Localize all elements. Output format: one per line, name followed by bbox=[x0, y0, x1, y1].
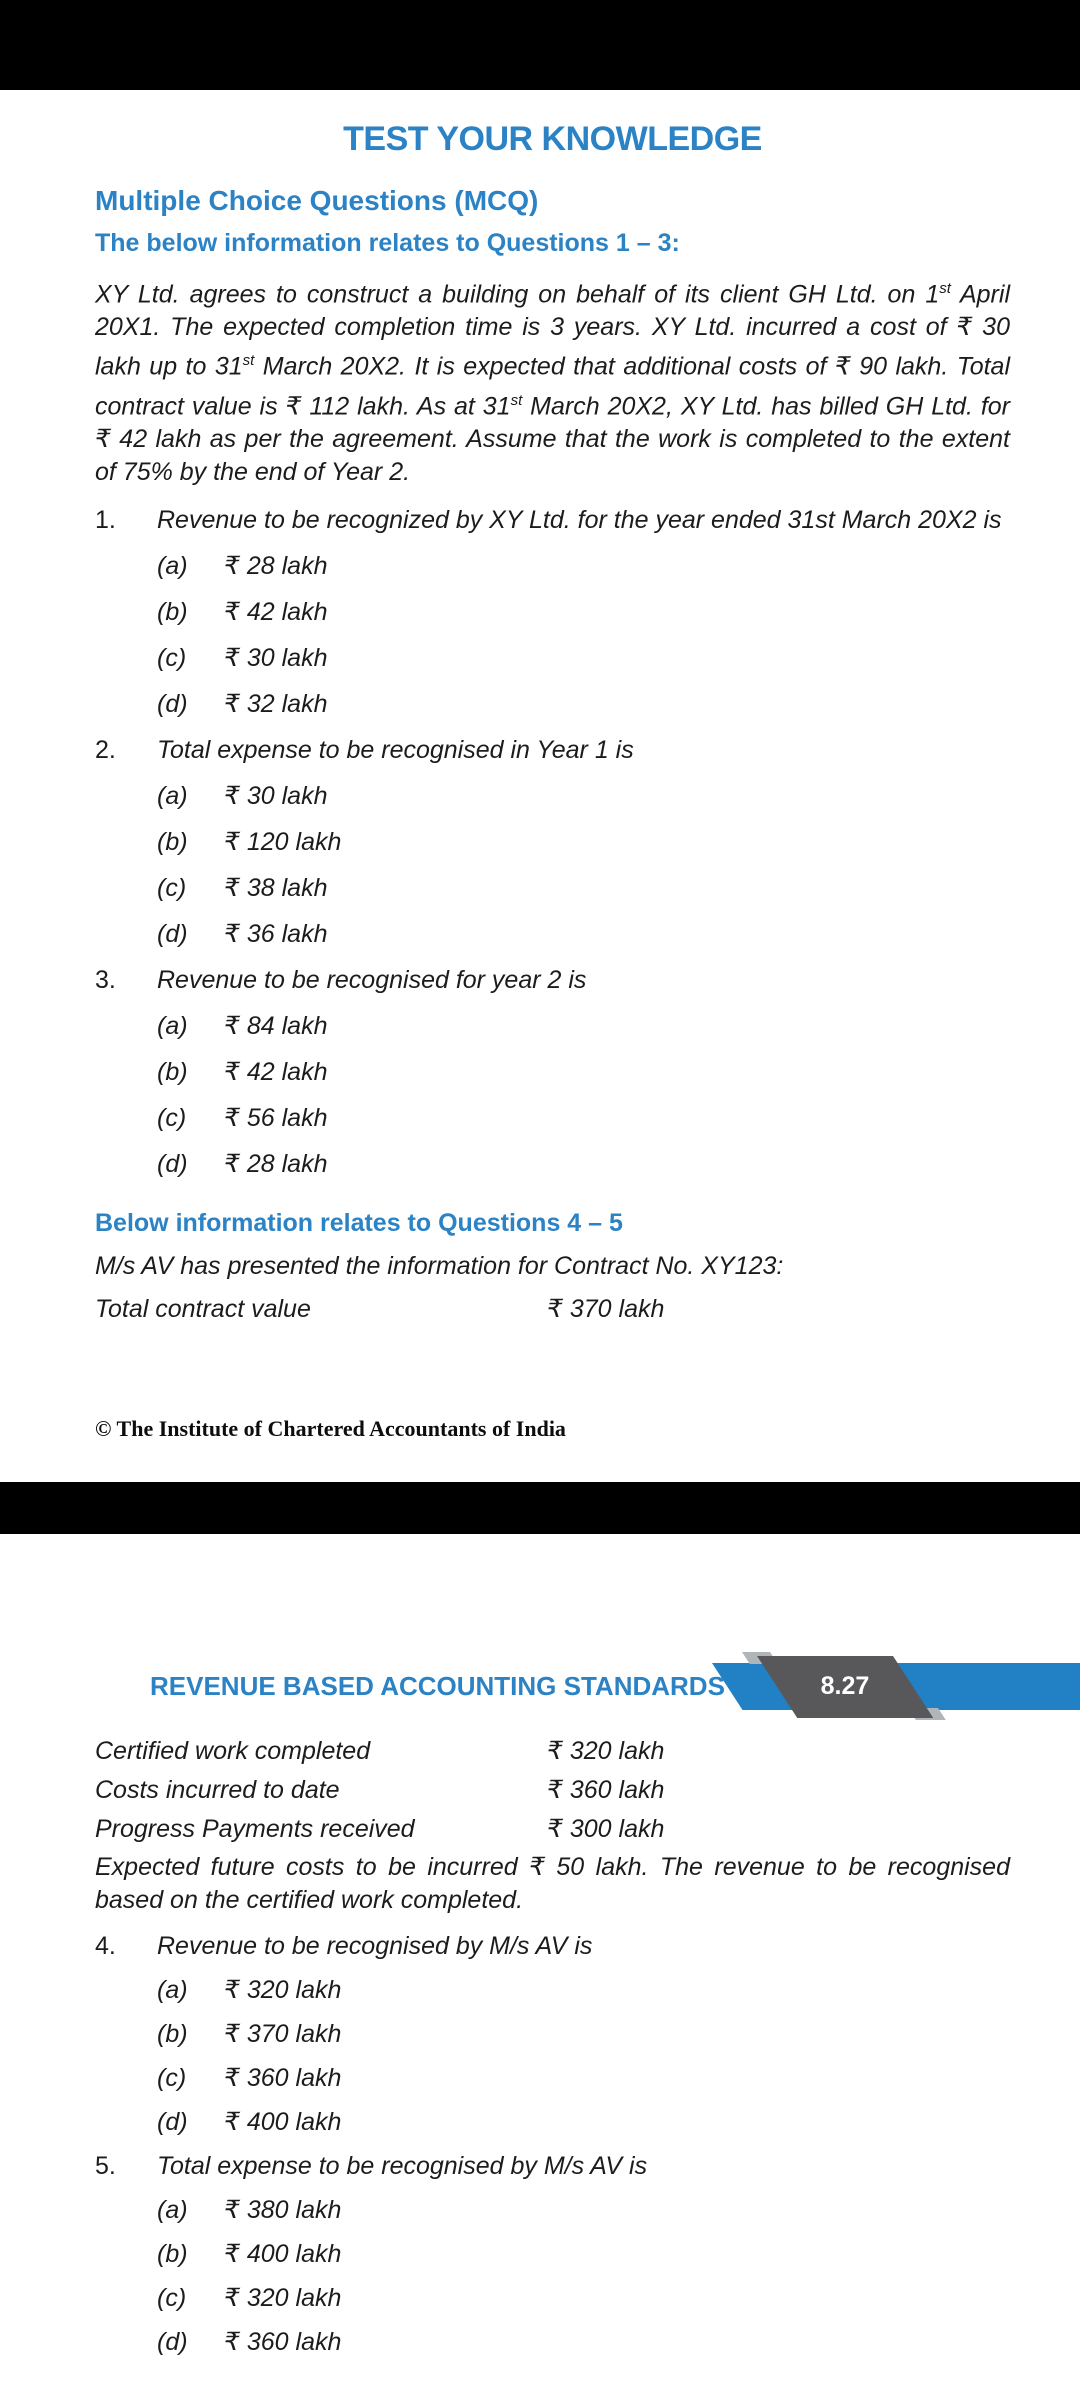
option-row bbox=[95, 552, 1010, 581]
page-separator-bar bbox=[0, 1482, 1080, 1534]
superscript-ordinal: st bbox=[939, 280, 951, 297]
option-value: ₹ 32 lakh bbox=[224, 689, 328, 718]
question-number: 3. bbox=[95, 965, 116, 994]
option-letter: (d) bbox=[157, 2108, 188, 2136]
option-value: ₹ 320 lakh bbox=[224, 1976, 342, 2004]
option-letter: (d) bbox=[157, 2328, 188, 2356]
option-row bbox=[95, 2240, 1010, 2269]
info-value: ₹ 360 lakh bbox=[547, 1776, 665, 1804]
option-letter: (d) bbox=[157, 919, 188, 948]
option-row bbox=[95, 1976, 1010, 2005]
option-letter: (d) bbox=[157, 689, 188, 718]
option-value: ₹ 38 lakh bbox=[224, 873, 328, 902]
option-row bbox=[95, 2284, 1010, 2313]
option-value: ₹ 42 lakh bbox=[224, 597, 328, 626]
question-number: 5. bbox=[95, 2152, 116, 2180]
option-value: ₹ 360 lakh bbox=[224, 2064, 342, 2092]
question-row bbox=[95, 735, 1010, 765]
option-letter: (b) bbox=[157, 2240, 188, 2268]
info-label: Progress Payments received bbox=[95, 1815, 415, 1843]
question-text: Revenue to be recognised for year 2 is bbox=[157, 965, 587, 994]
intro-segment: March 20X2. It is expected that additional costs of ₹ 90 lakh. Total contract value is ₹ 112 lakh. As at 31 bbox=[95, 352, 1010, 420]
option-row bbox=[95, 920, 1010, 949]
pdf-page-2 bbox=[0, 1726, 1080, 2357]
question-block-4 bbox=[95, 1931, 1010, 2137]
info-value: ₹ 300 lakh bbox=[547, 1815, 665, 1843]
contract-intro-line: M/s AV has presented the information for Contract No. XY123: bbox=[95, 1251, 784, 1280]
option-row bbox=[95, 2196, 1010, 2225]
option-value: ₹ 400 lakh bbox=[224, 2108, 342, 2136]
chapter-title: REVENUE BASED ACCOUNTING STANDARDS bbox=[150, 1671, 725, 1701]
option-letter: (a) bbox=[157, 1011, 188, 1040]
option-letter: (a) bbox=[157, 1976, 188, 2004]
option-value: ₹ 400 lakh bbox=[224, 2240, 342, 2268]
page-number: 8.27 bbox=[820, 1672, 870, 1700]
info-label: Certified work completed bbox=[95, 1737, 371, 1765]
question-number: 2. bbox=[95, 735, 116, 764]
info-row bbox=[95, 1738, 1010, 1765]
question-row bbox=[95, 505, 1010, 535]
option-value: ₹ 30 lakh bbox=[224, 781, 328, 810]
option-value: ₹ 28 lakh bbox=[224, 551, 328, 580]
option-value: ₹ 36 lakh bbox=[224, 919, 328, 948]
contract-value-row bbox=[95, 1295, 1010, 1324]
question-row bbox=[95, 1931, 1010, 1961]
option-value: ₹ 360 lakh bbox=[224, 2328, 342, 2356]
question-row bbox=[95, 965, 1010, 995]
option-letter: (a) bbox=[157, 2196, 188, 2224]
option-letter: (c) bbox=[157, 643, 187, 672]
question-text: Revenue to be recognized by XY Ltd. for the year ended 31st March 20X2 is bbox=[157, 505, 1002, 534]
option-row bbox=[95, 828, 1010, 857]
option-row bbox=[95, 690, 1010, 719]
info-label: Costs incurred to date bbox=[95, 1776, 340, 1804]
intro-segment: April 20X1. The expected completion time is 3 years. XY Ltd. incurred a cost of ₹ 30 lakh up to 31 bbox=[95, 280, 1010, 381]
question-text: Total expense to be recognised in Year 1 is bbox=[157, 735, 634, 764]
option-letter: (b) bbox=[157, 2020, 188, 2048]
option-value: ₹ 380 lakh bbox=[224, 2196, 342, 2224]
option-row bbox=[95, 1058, 1010, 1087]
option-value: ₹ 84 lakh bbox=[224, 1011, 328, 1040]
option-value: ₹ 28 lakh bbox=[224, 1149, 328, 1178]
question-row bbox=[95, 2151, 1010, 2181]
info-heading-questions-1-3: The below information relates to Questions 1 – 3: bbox=[95, 229, 680, 257]
info-value: ₹ 320 lakh bbox=[547, 1737, 665, 1765]
copyright-footer: © The Institute of Chartered Accountants of India bbox=[95, 1415, 566, 1441]
option-value: ₹ 42 lakh bbox=[224, 1057, 328, 1086]
question-number: 1. bbox=[95, 505, 116, 534]
option-letter: (c) bbox=[157, 1103, 187, 1132]
superscript-ordinal: st bbox=[242, 352, 255, 370]
option-letter: (c) bbox=[157, 2284, 187, 2312]
option-letter: (a) bbox=[157, 551, 188, 580]
top-letterbox-bar bbox=[0, 0, 1080, 90]
info-heading-questions-4-5: Below information relates to Questions 4 – 5 bbox=[95, 1208, 623, 1237]
option-row bbox=[95, 1104, 1010, 1133]
option-letter: (b) bbox=[157, 827, 188, 856]
superscript-ordinal: st bbox=[510, 391, 523, 409]
option-value: ₹ 120 lakh bbox=[224, 827, 342, 856]
option-letter: (c) bbox=[157, 873, 187, 902]
info-row bbox=[95, 1816, 1010, 1843]
question-block-2 bbox=[95, 735, 1010, 949]
question-text: Total expense to be recognised by M/s AV is bbox=[157, 2152, 648, 2180]
option-value: ₹ 30 lakh bbox=[224, 643, 328, 672]
option-row bbox=[95, 598, 1010, 627]
page-title: TEST YOUR KNOWLEDGE bbox=[343, 120, 762, 158]
question-text: Revenue to be recognised by M/s AV is bbox=[157, 1932, 593, 1960]
option-letter: (b) bbox=[157, 597, 188, 626]
intro-segment: XY Ltd. agrees to construct a building on behalf of its client GH Ltd. on 1 bbox=[95, 280, 940, 309]
option-letter: (a) bbox=[157, 781, 188, 810]
option-letter: (d) bbox=[157, 1149, 188, 1178]
option-row bbox=[95, 644, 1010, 673]
intro-segment: March 20X2, XY Ltd. has billed GH Ltd. for ₹ 42 lakh as per the agreement. Assume that the work is completed to the extent of 75% by the end of Year 2. bbox=[95, 391, 1010, 486]
question-block-3 bbox=[95, 965, 1010, 1179]
option-row bbox=[95, 2108, 1010, 2137]
option-value: ₹ 370 lakh bbox=[224, 2020, 342, 2048]
option-value: ₹ 320 lakh bbox=[224, 2284, 342, 2312]
option-row bbox=[95, 874, 1010, 903]
mcq-section-heading: Multiple Choice Questions (MCQ) bbox=[95, 185, 539, 216]
question-block-1 bbox=[95, 505, 1010, 719]
pdf-page-1 bbox=[0, 90, 1080, 1442]
info-label: Total contract value bbox=[95, 1294, 311, 1323]
option-letter: (c) bbox=[157, 2064, 187, 2092]
question-block-5 bbox=[95, 2151, 1010, 2357]
info-value: ₹ 370 lakh bbox=[547, 1294, 665, 1323]
intro-paragraph bbox=[95, 272, 1010, 489]
option-value: ₹ 56 lakh bbox=[224, 1103, 328, 1132]
option-row bbox=[95, 782, 1010, 811]
question-number: 4. bbox=[95, 1932, 116, 1960]
option-row bbox=[95, 1012, 1010, 1041]
option-row bbox=[95, 2328, 1010, 2357]
info-row bbox=[95, 1777, 1010, 1804]
option-row bbox=[95, 1150, 1010, 1179]
option-letter: (b) bbox=[157, 1057, 188, 1086]
option-row bbox=[95, 2020, 1010, 2049]
option-row bbox=[95, 2064, 1010, 2093]
expected-costs-paragraph: Expected future costs to be incurred ₹ 50 lakh. The revenue to be recognised based on the certified work completed. bbox=[95, 1853, 1010, 1914]
